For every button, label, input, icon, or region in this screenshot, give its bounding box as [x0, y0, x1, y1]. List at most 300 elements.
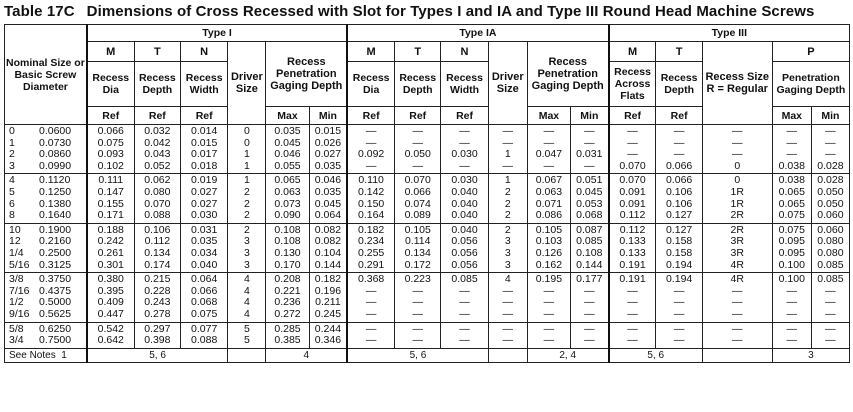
basic-diameter: 0.1900: [39, 223, 72, 236]
size-line: [9, 187, 85, 199]
value-cell: [266, 223, 309, 272]
value-cell: [309, 223, 347, 272]
type1a-header: Type IA: [347, 25, 608, 42]
nominal-size-cell: [5, 174, 87, 223]
value-cell: [309, 125, 347, 174]
note-empty: [228, 348, 266, 362]
value: 0.066: [665, 159, 693, 172]
value: 0.297: [144, 322, 171, 335]
value: 5: [243, 322, 250, 335]
value: —: [543, 307, 555, 320]
nominal-size: 3: [9, 159, 15, 172]
value: 0.228: [144, 284, 171, 297]
value: —: [502, 322, 513, 335]
nominal-size: 1/4: [9, 246, 24, 259]
value: 0.272: [274, 307, 301, 320]
table-body: [5, 125, 850, 349]
value: 0.095: [778, 235, 805, 248]
value-cell: [228, 223, 266, 272]
value-cell: [527, 223, 570, 272]
nominal-size: 3/4: [9, 334, 24, 347]
value-cell: [772, 322, 811, 348]
t-header: T: [134, 42, 180, 62]
value: —: [825, 296, 836, 309]
value: 0.106: [665, 185, 693, 198]
recess-width-header: Recess Width: [441, 62, 488, 107]
value: 0.172: [404, 258, 431, 271]
value: 0.171: [97, 209, 124, 222]
value: —: [543, 125, 555, 137]
value: —: [365, 136, 377, 149]
value: —: [412, 136, 423, 149]
value: —: [502, 284, 513, 297]
value: 0.346: [314, 334, 342, 347]
value: 0.070: [144, 197, 171, 210]
value: —: [502, 159, 513, 172]
value-cell: [228, 322, 266, 348]
value: —: [786, 136, 798, 149]
value: 0.080: [144, 185, 171, 198]
value: —: [459, 322, 470, 335]
value: —: [365, 334, 377, 347]
value: 0.082: [314, 223, 342, 236]
value: —: [412, 125, 423, 137]
value: —: [786, 125, 798, 137]
value-cell: [811, 125, 849, 174]
value: 0.035: [314, 185, 342, 198]
value: —: [365, 296, 377, 309]
value: —: [732, 322, 743, 335]
value: 0.142: [357, 185, 385, 198]
value: 0.285: [274, 322, 301, 335]
value: 0.194: [665, 258, 693, 271]
value: 0.027: [191, 185, 218, 198]
value: 0.164: [357, 209, 385, 222]
value: 0.134: [144, 246, 171, 259]
nominal-size: 6: [9, 197, 15, 210]
value-cell: [134, 125, 180, 174]
value: 3: [243, 235, 250, 248]
recess-penetration-header: Recess Penetration Gaging Depth: [527, 42, 608, 107]
value: 0.034: [191, 246, 218, 259]
value: 0.040: [191, 258, 218, 271]
value-cell: [488, 125, 527, 174]
value: 0.040: [451, 185, 478, 198]
value: 0.060: [817, 209, 844, 222]
value: 0.047: [535, 148, 563, 161]
value-cell: [772, 125, 811, 174]
t-header: T: [395, 42, 441, 62]
value: 0.208: [274, 273, 301, 286]
value: —: [786, 296, 798, 309]
value: —: [627, 307, 638, 320]
value: 0.108: [274, 223, 301, 236]
ref-header: Ref: [441, 107, 488, 125]
value: —: [365, 125, 377, 137]
value-cell: [527, 273, 570, 322]
value-cell: [347, 174, 394, 223]
value: —: [732, 296, 743, 309]
value: 0.052: [144, 159, 171, 172]
value: —: [459, 136, 470, 149]
value: 0.211: [315, 296, 341, 309]
value: 0.242: [97, 235, 124, 248]
nominal-size: 9/16: [9, 307, 30, 320]
value: 0: [243, 136, 250, 149]
value: 0.106: [665, 197, 693, 210]
value: 0.368: [357, 273, 385, 286]
value: —: [412, 334, 423, 347]
value: 2R: [730, 223, 744, 236]
recess-depth-header: Recess Depth: [656, 62, 702, 107]
nominal-size: 10: [9, 223, 21, 236]
value-cell: [656, 174, 702, 223]
value: 0.091: [619, 197, 646, 210]
value: 0.221: [274, 284, 301, 297]
value: 0.130: [274, 246, 301, 259]
value: 0.045: [274, 136, 301, 149]
value: 0.147: [97, 185, 124, 198]
recess-depth-header: Recess Depth: [395, 62, 441, 107]
value: —: [365, 307, 377, 320]
value: 4: [243, 284, 250, 297]
value: 3: [504, 258, 511, 271]
value: 0.127: [665, 223, 693, 236]
value-cell: [134, 273, 180, 322]
value: 0.071: [535, 197, 563, 210]
value: —: [459, 125, 470, 137]
value: 3R: [730, 246, 744, 259]
recess-dia-header: Recess Dia: [347, 62, 394, 107]
value: 0.085: [817, 273, 844, 286]
value: —: [412, 296, 423, 309]
value: 0.134: [404, 246, 431, 259]
value: 0.053: [576, 197, 603, 210]
value: —: [786, 148, 798, 161]
value-cell: [702, 125, 772, 174]
ref-header: Ref: [395, 107, 441, 125]
value: 0.063: [274, 185, 301, 198]
value-cell: [441, 273, 488, 322]
value: —: [502, 136, 513, 149]
value: —: [459, 159, 470, 172]
nominal-size-cell: [5, 273, 87, 322]
nominal-size-cell: [5, 322, 87, 348]
nominal-size-cell: [5, 125, 87, 174]
value: 0.063: [535, 185, 563, 198]
value: 0: [734, 174, 741, 187]
value: 0.111: [98, 174, 124, 187]
page-title: [4, 3, 814, 20]
value: 2: [243, 223, 250, 236]
value: 0.015: [191, 136, 218, 149]
value-cell: [266, 322, 309, 348]
value: —: [365, 322, 377, 335]
value: 0.158: [665, 235, 693, 248]
table-number: Table 17C: [4, 3, 75, 20]
value: 0.301: [97, 258, 124, 271]
value-cell: [488, 273, 527, 322]
value: 0.155: [97, 197, 124, 210]
value: —: [825, 322, 836, 335]
value: 0.409: [97, 296, 124, 309]
value: —: [459, 296, 470, 309]
note-ref: 5, 6: [347, 348, 488, 362]
basic-diameter: 0.2160: [39, 235, 72, 248]
value: 1R: [730, 197, 744, 210]
value: —: [365, 159, 377, 172]
basic-diameter: 0.3125: [39, 258, 72, 271]
value-cell: [571, 223, 609, 272]
value: 0.385: [274, 334, 301, 347]
nominal-size: 5: [9, 185, 15, 198]
value: —: [825, 284, 836, 297]
value: 0.028: [817, 174, 844, 187]
penetration-gaging-header: Penetration Gaging Depth: [772, 62, 849, 107]
note-empty: [702, 348, 772, 362]
value: 0.086: [535, 209, 563, 222]
note-ref: 5, 6: [609, 348, 703, 362]
value: 0.158: [665, 246, 693, 259]
value: 0.019: [191, 174, 218, 187]
value: 0.032: [144, 125, 171, 137]
m-header: M: [347, 42, 394, 62]
value-cell: [656, 273, 702, 322]
value: 0.051: [576, 174, 603, 187]
value: 3: [243, 246, 250, 259]
value-cell: [609, 174, 656, 223]
value: 0.092: [357, 148, 385, 161]
value: 0.126: [535, 246, 563, 259]
value: 0.182: [314, 273, 342, 286]
n-header: N: [441, 42, 488, 62]
value: 0.064: [314, 209, 342, 222]
value-cell: [347, 273, 394, 322]
value-cell: [228, 273, 266, 322]
value: —: [786, 307, 798, 320]
basic-diameter: 0.2500: [39, 246, 72, 259]
value: —: [584, 159, 595, 172]
nominal-size-header: Nominal Size or Basic Screw Diameter: [5, 25, 87, 125]
value: 4: [243, 296, 250, 309]
basic-diameter: 0.1250: [39, 185, 72, 198]
value: 0.447: [97, 307, 124, 320]
note-ref: 3: [772, 348, 849, 362]
basic-diameter: 0.5625: [39, 307, 72, 320]
value-cell: [772, 223, 811, 272]
value-cell: [702, 174, 772, 223]
value: —: [543, 284, 555, 297]
value: —: [584, 307, 595, 320]
value: 0.040: [451, 209, 478, 222]
value: 0.017: [191, 148, 218, 161]
value-cell: [266, 273, 309, 322]
value: —: [627, 136, 638, 149]
value: 4R: [730, 273, 744, 286]
value: 0.066: [191, 284, 218, 297]
value: 0.043: [144, 148, 171, 161]
value: 1: [243, 159, 250, 172]
value: 0.080: [817, 246, 844, 259]
value: —: [502, 307, 513, 320]
value: —: [825, 136, 836, 149]
nominal-size-cell: [5, 223, 87, 272]
value: 0.015: [314, 125, 342, 137]
value: 0.027: [191, 197, 218, 210]
value: 0.112: [144, 235, 171, 248]
value: —: [673, 125, 685, 137]
value-cell: [811, 174, 849, 223]
value: 0.050: [817, 197, 844, 210]
value: 0.112: [619, 209, 646, 222]
value: 0.090: [274, 209, 301, 222]
value: —: [459, 307, 470, 320]
value: —: [584, 136, 595, 149]
see-notes-cell: [5, 348, 87, 362]
value: 0.191: [619, 258, 646, 271]
value: 0.093: [97, 148, 124, 161]
value: 0.261: [97, 246, 124, 259]
value-cell: [347, 125, 394, 174]
value: 1: [504, 174, 511, 187]
basic-diameter: 0.0600: [39, 125, 72, 137]
max-header: Max: [266, 107, 309, 125]
value: —: [673, 322, 685, 335]
value: 0.065: [778, 185, 805, 198]
value: 0.380: [97, 273, 124, 286]
value: —: [584, 322, 595, 335]
recess-across-flats-header: Recess Across Flats: [609, 62, 656, 107]
basic-diameter: 0.5000: [39, 296, 72, 309]
value-cell: [395, 223, 441, 272]
value: 0.040: [451, 197, 478, 210]
note-ref: 4: [266, 348, 347, 362]
value-cell: [228, 174, 266, 223]
value: —: [673, 307, 685, 320]
min-header: Min: [309, 107, 347, 125]
value-cell: [811, 273, 849, 322]
value: 4: [504, 273, 511, 286]
value: 0.133: [619, 235, 646, 248]
size-line: [9, 274, 85, 286]
ref-header: Ref: [656, 107, 702, 125]
ref-header: Ref: [347, 107, 394, 125]
max-header: Max: [527, 107, 570, 125]
value-cell: [309, 174, 347, 223]
value-cell: [395, 174, 441, 223]
value-cell: [87, 322, 134, 348]
value: 0.046: [274, 148, 301, 161]
value: 0.127: [665, 209, 693, 222]
basic-diameter: 0.3750: [39, 273, 72, 286]
size-line: [9, 309, 85, 321]
value-cell: [488, 322, 527, 348]
size-line: [9, 260, 85, 272]
nominal-size: 2: [9, 148, 15, 161]
value: 0.114: [404, 235, 431, 248]
value: 0: [243, 125, 250, 137]
value: 0.085: [817, 258, 844, 271]
value: 3: [504, 246, 511, 259]
value-cell: [609, 273, 656, 322]
value: —: [673, 136, 685, 149]
value: —: [584, 125, 595, 137]
value: 0.075: [778, 209, 805, 222]
value: 0.075: [97, 136, 124, 149]
value: 0.066: [404, 185, 431, 198]
value: —: [627, 296, 638, 309]
type3-header: Type III: [609, 25, 850, 42]
value-cell: [609, 125, 656, 174]
value: 0.162: [535, 258, 563, 271]
recess-penetration-header: Recess Penetration Gaging Depth: [266, 42, 347, 107]
value-cell: [656, 223, 702, 272]
value: —: [584, 334, 595, 347]
value: —: [627, 322, 638, 335]
value: —: [673, 148, 685, 161]
value: 0.030: [451, 174, 478, 187]
value: 0.177: [576, 273, 603, 286]
value: —: [732, 125, 743, 137]
value-cell: [609, 322, 656, 348]
value-cell: [441, 223, 488, 272]
value-cell: [772, 174, 811, 223]
value: —: [673, 284, 685, 297]
recess-depth-header: Recess Depth: [134, 62, 180, 107]
value: 2: [243, 209, 250, 222]
value: —: [825, 334, 836, 347]
nominal-size: 7/16: [9, 284, 30, 297]
table-row-group: [5, 223, 850, 272]
value: —: [365, 284, 377, 297]
value: 0.105: [535, 223, 563, 236]
value: 0.182: [357, 223, 385, 236]
value: 4R: [730, 258, 744, 271]
table-row-group: [5, 125, 850, 174]
value: —: [786, 334, 798, 347]
value: 0.070: [619, 159, 646, 172]
value-cell: [134, 322, 180, 348]
value: 4: [243, 307, 250, 320]
value: —: [543, 296, 555, 309]
value: —: [502, 296, 513, 309]
table-title: Dimensions of Cross Recessed with Slot for Types I and IA and Type III Round Head Machine Screws: [86, 3, 815, 20]
p-header: P: [772, 42, 849, 62]
driver-size-header: Driver Size: [488, 42, 527, 125]
value: 0.075: [778, 223, 805, 236]
basic-diameter: 0.0990: [39, 159, 72, 172]
value: 0.144: [314, 258, 342, 271]
value: 0.291: [357, 258, 385, 271]
value: —: [825, 148, 836, 161]
driver-size-header: Driver Size: [228, 42, 266, 125]
t-header: T: [656, 42, 702, 62]
value: 0.091: [619, 185, 646, 198]
value: 0.030: [451, 148, 478, 161]
value: 0.085: [451, 273, 478, 286]
value: 0.068: [191, 296, 218, 309]
value-cell: [228, 125, 266, 174]
basic-diameter: 0.0730: [39, 136, 72, 149]
value: —: [732, 307, 743, 320]
value-cell: [180, 223, 227, 272]
value: —: [412, 307, 423, 320]
value: 0.018: [191, 159, 218, 172]
value: 0.014: [191, 125, 218, 137]
value: 0.050: [817, 185, 844, 198]
value: 0.038: [778, 174, 805, 187]
value: 0.030: [191, 209, 218, 222]
